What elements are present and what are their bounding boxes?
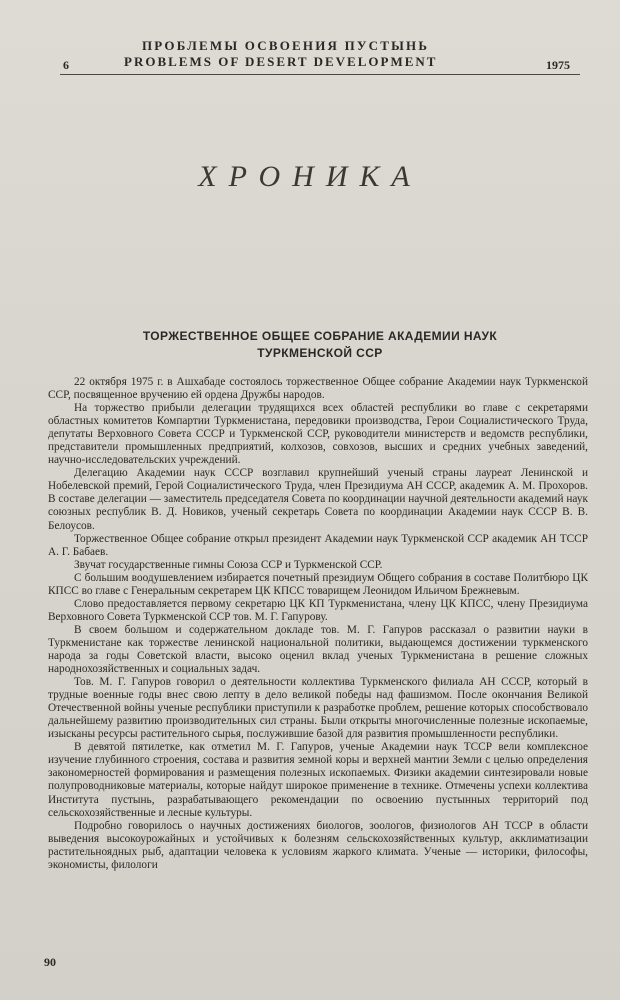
paragraph-10: В девятой пятилетке, как отметил М. Г. Гапуров, ученые Академии наук ТССР вели комплексное изучение глубинного строения, состава и развития земной коры и верхней мантии Земли с целью определения закономерностей формирования и размещения полезных ископаемых. Физики академии синтезировали новые полупроводниковые материалы, которые найдут широкое применение в технике. Отмечены успехи коллектива Института пустынь, разрабатывающего рекомендации по освоению пустынных территорий под сельскохозяйственные и лесные культуры. xyxy=(48,741,588,819)
running-head xyxy=(60,34,580,78)
paragraph-8: В своем большом и содержательном докладе тов. М. Г. Гапуров рассказал о развитии науки в Туркменистане как торжестве ленинской национальной политики, выдающемся достижении туркменского народа за годы Советской власти, высоко оценил вклад ученых Туркменистана в решение сложных народнохозяйственных и социальных задач. xyxy=(48,623,588,676)
article-title xyxy=(60,328,580,362)
chronicle-heading: ХРОНИКА xyxy=(198,160,422,193)
paragraph-5: Звучат государственные гимны Союза ССР и Туркменской ССР. xyxy=(74,558,383,571)
paragraph-2: На торжество прибыли делегации трудящихся всех областей республики во главе с секретарями областных комитетов Компартии Туркменистана, передовики производства, Герои Социалистического Труда, депутаты Верховного Совета СССР и Туркменской ССР, руководители министерств и ведомств республики, представители промышленных предприятий, колхозов, совхозов, высших и средних учебных заведений, научно-исследовательских учреждений. xyxy=(48,402,588,467)
header-rule xyxy=(60,74,580,75)
paragraph-3: Делегацию Академии наук СССР возглавил крупнейший ученый страны лауреат Ленинской и Нобелевской премий, Герой Социалистического Труда, член Президиума АН СССР, академик А. М. Прохоров. В составе делегации — заместитель председателя Совета по координации научной деятельности академий наук союзных республик В. Д. Новиков, ученый секретарь Совета по координации Академии наук СССР В. В. Белоусов. xyxy=(48,467,588,532)
running-head-year: 1975 xyxy=(546,58,570,72)
journal-title-russian: ПРОБЛЕМЫ ОСВОЕНИЯ ПУСТЫНЬ xyxy=(142,38,430,53)
paragraph-7: Слово предоставляется первому секретарю ЦК КП Туркменистана, члену ЦК КПСС, члену Президиума Верховного Совета Туркменской ССР тов. М. Г. Гапурову. xyxy=(48,597,588,623)
paragraph-1: 22 октября 1975 г. в Ашхабаде состоялось торжественное Общее собрание Академии наук Туркменской ССР, посвященное вручению ей ордена Дружбы народов. xyxy=(48,376,588,402)
article-body xyxy=(48,376,588,872)
paragraph-9: Тов. М. Г. Гапуров говорил о деятельности коллектива Туркменского филиала АН СССР, который в трудные военные годы внес свою лепту в дело великой победы над фашизмом. После окончания Великой Отечественной войны ученые республики приступили к разработке проблем, решение которых способствовало дальнейшему развитию производительных сил страны. Были открыты многочисленные полезные ископаемые, изысканы ресурсы растительного сырья, послужившие базой для развития промышленности республики. xyxy=(48,676,588,741)
running-head-page-number: 6 xyxy=(63,58,69,72)
article-title-line-2: ТУРКМЕНСКОЙ ССР xyxy=(257,346,383,360)
paragraph-4: Торжественное Общее собрание открыл президент Академии наук Туркменской ССР академик АН ТССР А. Г. Бабаев. xyxy=(48,532,588,558)
paragraph-6: С большим воодушевлением избирается почетный президиум Общего собрания в составе Политбюро ЦК КПСС во главе с Генеральным секретарем ЦК КПСС товарищем Леонидом Ильичом Брежневым. xyxy=(48,571,588,597)
article-title-line-1: ТОРЖЕСТВЕННОЕ ОБЩЕЕ СОБРАНИЕ АКАДЕМИИ НАУК xyxy=(142,329,498,343)
folio-number: 90 xyxy=(44,955,56,969)
journal-title-english: PROBLEMS OF DESERT DEVELOPMENT xyxy=(124,54,438,69)
paragraph-11: Подробно говорилось о научных достижениях биологов, зоологов, физиологов АН ТССР в области выведения высокоурожайных и устойчивых к болезням сельскохозяйственных культур, акклиматизации растительноядных рыб, адаптации человека к условиям жаркого климата. Ученые — историки, философы, экономисты, филологи xyxy=(48,819,588,871)
